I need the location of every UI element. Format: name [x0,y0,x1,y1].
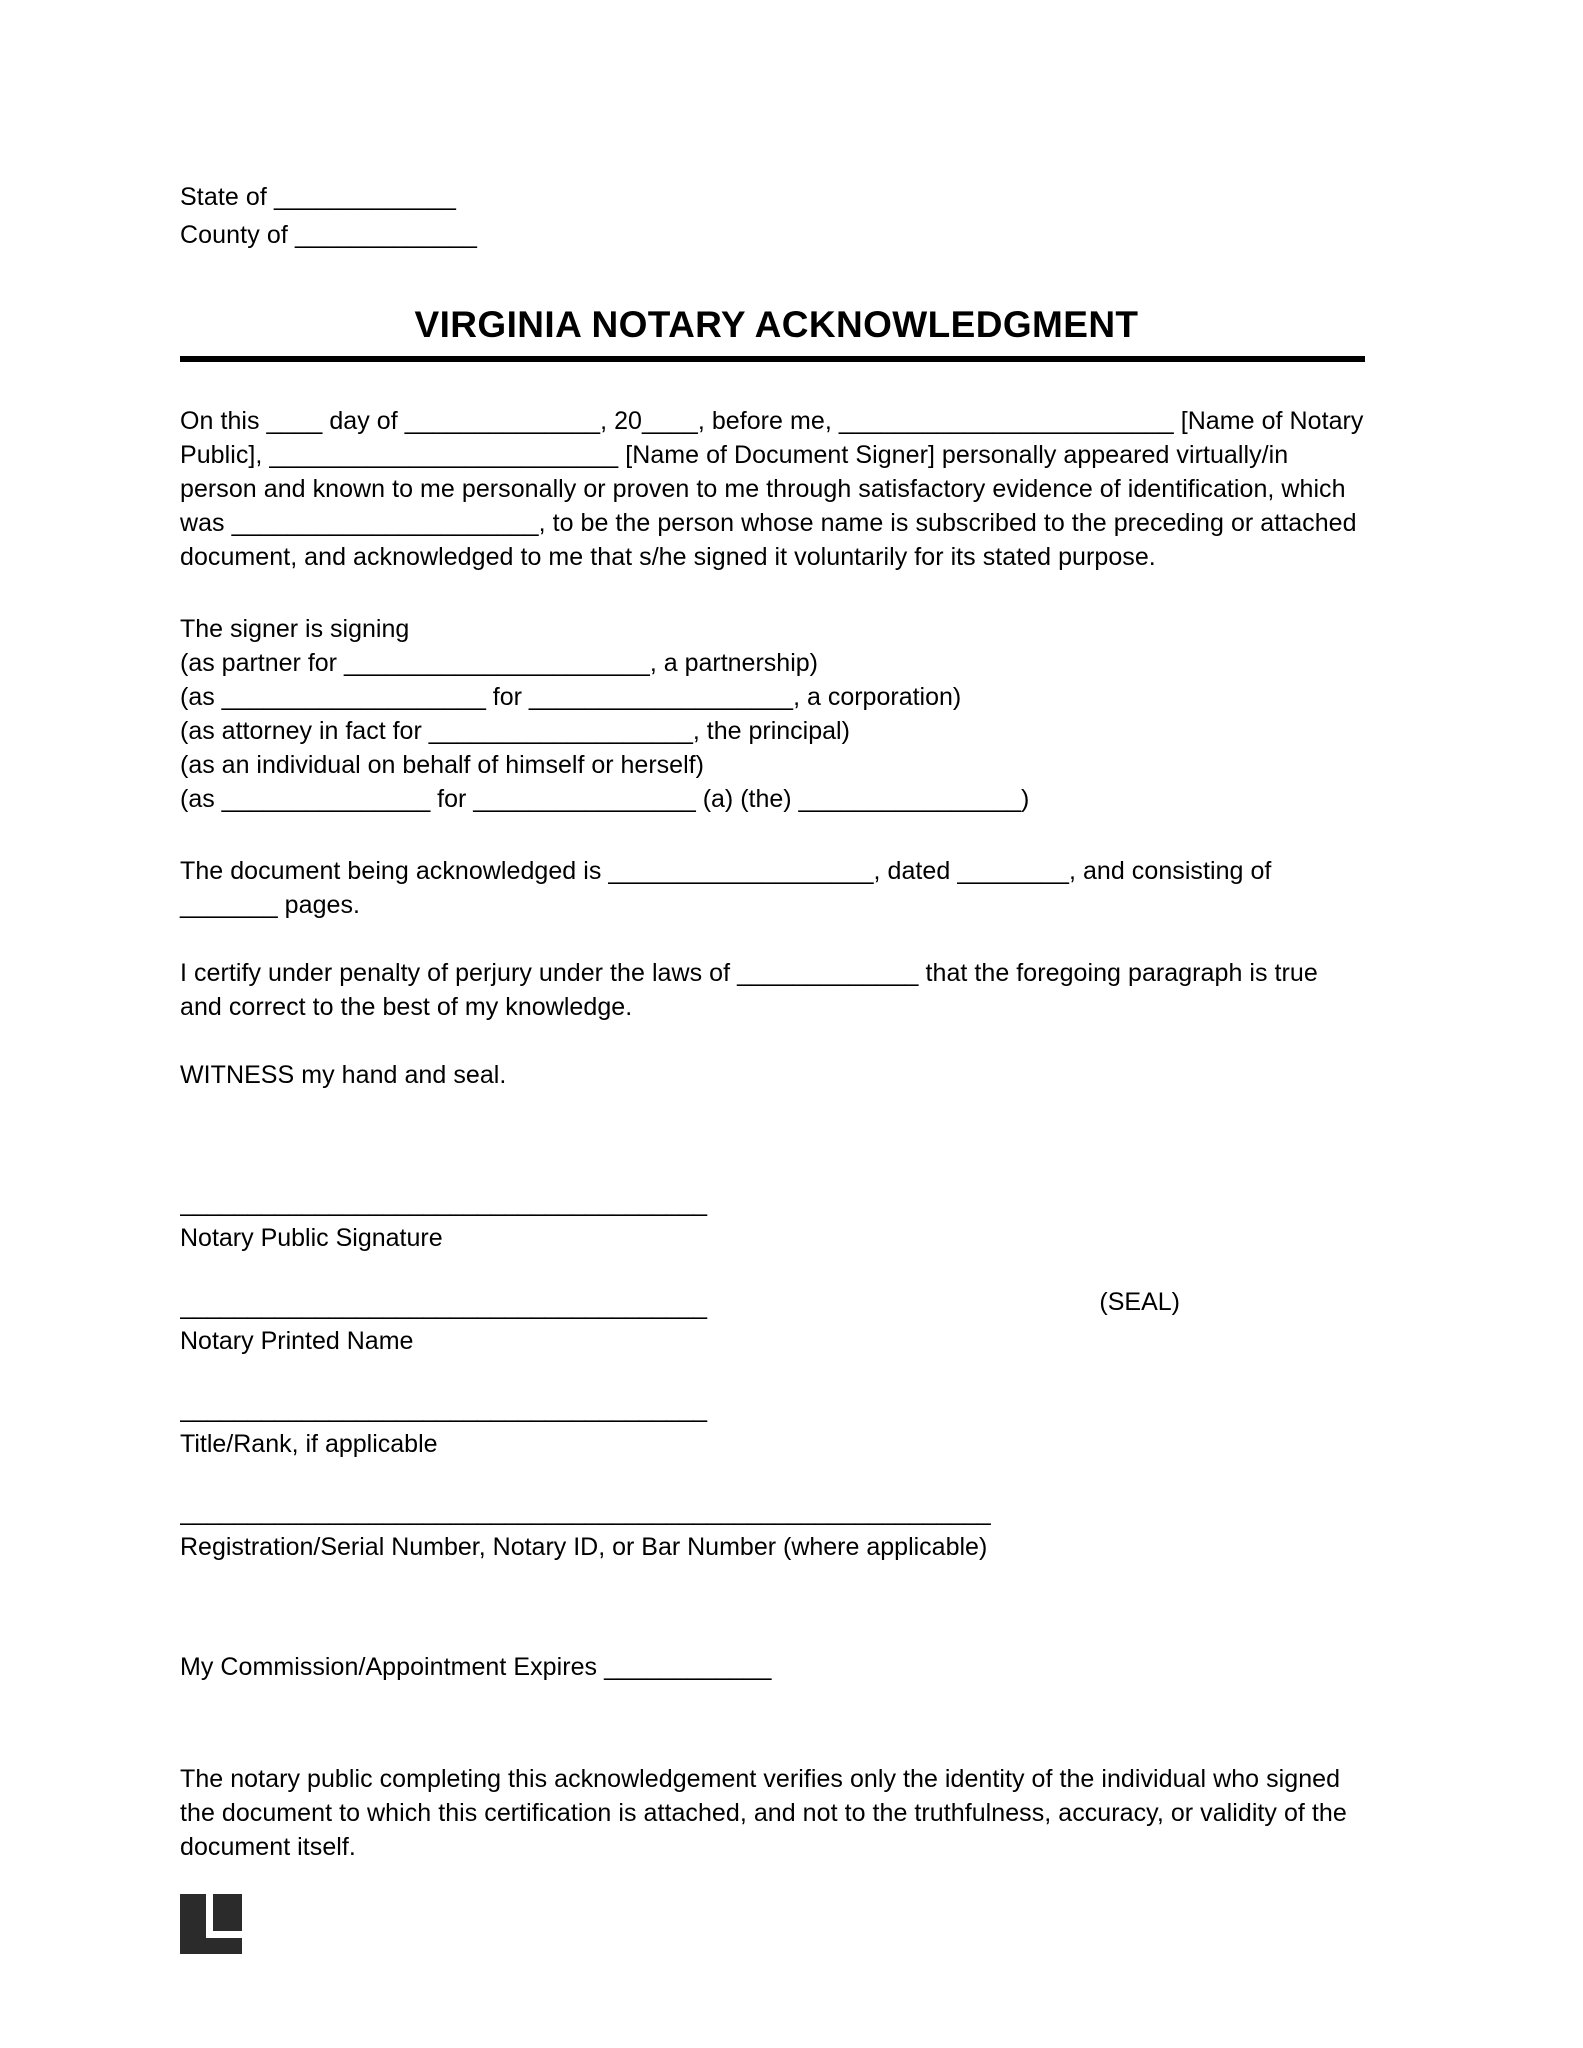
venue-block [180,178,1365,254]
signature-label: Registration/Serial Number, Notary ID, or Bar Number (where applicable) [180,1533,988,1561]
title-divider [180,356,1365,362]
certification-paragraph: I certify under penalty of perjury under the laws of _____________ that the foregoing paragraph is true and correct to the best of my knowledge. [180,959,1318,1021]
page-title: VIRGINIA NOTARY ACKNOWLEDGMENT [414,304,1139,345]
capacity-option-other: (as _______________ for ________________ (a) (the) ________________) [180,785,1030,813]
state-line: State of _____________ [180,183,457,211]
capacity-intro: The signer is signing [180,615,410,643]
signature-label: Notary Printed Name [180,1327,414,1355]
signature-group-printed-name [180,1288,1365,1358]
spacer [180,1461,1365,1497]
document-content [180,178,1365,1864]
capacity-option-individual: (as an individual on behalf of himself or herself) [180,751,704,779]
spacer [180,1358,1365,1394]
spacer [180,922,1365,956]
legal-templates-logo-icon [180,1894,242,1954]
capacity-option-corporation: (as ___________________ for ___________________, a corporation) [180,683,962,711]
witness-line: WITNESS my hand and seal. [180,1061,507,1089]
spacer [180,1255,1365,1291]
capacity-block [180,612,1365,816]
commission-expires-line: My Commission/Appointment Expires ____________ [180,1653,772,1681]
spacer [180,1024,1365,1058]
signature-group-notary-signature [180,1188,1365,1255]
title-block [180,302,1365,362]
capacity-option-attorney-in-fact: (as attorney in fact for ___________________, the principal) [180,717,850,745]
acknowledgment-paragraph: On this ____ day of ______________, 20____, before me, ________________________ [Name of Notary Public], _________________________ [Name of Document Signer] personally appeared virtually/in person and known to me personally or proven to me through satisfactory evidence of identification, which was ______________________, to be the person whose name is subscribed to the preceding or attached document, and acknowledged to me that s/he signed it voluntarily for its stated purpose. [180,407,1364,571]
signature-label: Title/Rank, if applicable [180,1430,438,1458]
spacer [180,816,1365,854]
capacity-option-partner: (as partner for ______________________, a partnership) [180,649,818,677]
signature-rule: _______________________________________ [180,1395,707,1423]
signature-rule: _______________________________________ [180,1292,707,1320]
disclaimer-paragraph: The notary public completing this acknowledgement verifies only the identity of the individual who signed the document to which this certification is attached, and not to the truthfulness, accuracy, or validity of the document itself. [180,1765,1347,1861]
signature-rule: _______________________________________ [180,1189,707,1217]
signature-group-title-rank [180,1394,1365,1461]
county-line: County of _____________ [180,221,478,249]
document-description-paragraph: The document being acknowledged is ___________________, dated ________, and consisting of _______ pages. [180,857,1272,919]
signature-group-registration-number [180,1497,1365,1564]
signature-rule: ____________________________________________________________ [180,1498,991,1526]
signature-label: Notary Public Signature [180,1224,443,1252]
seal-marker: (SEAL) [1099,1288,1180,1316]
spacer [180,574,1365,612]
signature-area [180,1188,1365,1564]
